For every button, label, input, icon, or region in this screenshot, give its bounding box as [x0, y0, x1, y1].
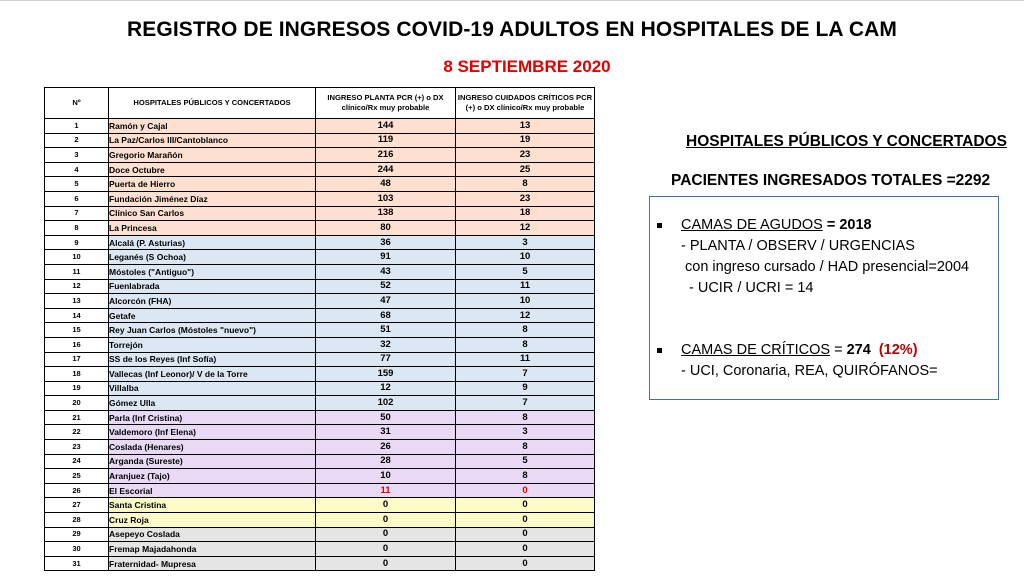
planta-value: 28 — [316, 454, 456, 469]
planta-value: 10 — [316, 469, 456, 484]
agudos-label: CAMAS DE AGUDOS — [681, 217, 823, 233]
planta-value: 12 — [316, 381, 456, 396]
hospital-name: Aranjuez (Tajo) — [109, 469, 316, 484]
row-number: 24 — [45, 454, 109, 469]
page-title: REGISTRO DE INGRESOS COVID-19 ADULTOS EN HOSPITALES DE LA CAM — [127, 18, 897, 41]
row-number: 15 — [45, 323, 109, 338]
planta-value: 80 — [316, 221, 456, 236]
planta-value: 119 — [316, 133, 456, 148]
agudos-line — [681, 217, 872, 233]
header-criticos: INGRESO CUIDADOS CRÍTICOS PCR (+) o DX clínico/Rx muy probable — [456, 88, 595, 119]
table-row — [45, 337, 595, 352]
table-row — [45, 440, 595, 455]
hospital-name: Cruz Roja — [109, 513, 316, 528]
summary-box — [649, 196, 999, 400]
planta-value: 91 — [316, 250, 456, 265]
hospital-name: Fremap Majadahonda — [109, 542, 316, 557]
bullet-icon — [657, 348, 662, 353]
hospital-name: Puerta de Hierro — [109, 177, 316, 192]
criticos-value: 13 — [456, 119, 595, 134]
row-number: 17 — [45, 352, 109, 367]
criticos-label: CAMAS DE CRÍTICOS — [681, 342, 831, 358]
criticos-value: 9 — [456, 381, 595, 396]
row-number: 29 — [45, 527, 109, 542]
criticos-value: 8 — [456, 410, 595, 425]
agudos-detail-3: - UCIR / UCRI = 14 — [689, 280, 814, 296]
criticos-value: 8 — [456, 469, 595, 484]
table-row — [45, 352, 595, 367]
row-number: 22 — [45, 425, 109, 440]
table-row — [45, 250, 595, 265]
table-row — [45, 513, 595, 528]
table-row — [45, 221, 595, 236]
table-row — [45, 308, 595, 323]
row-number: 28 — [45, 513, 109, 528]
summary-heading: HOSPITALES PÚBLICOS Y CONCERTADOS — [686, 133, 1007, 150]
row-number: 13 — [45, 294, 109, 309]
hospital-name: Rey Juan Carlos (Móstoles "nuevo") — [109, 323, 316, 338]
table-row — [45, 133, 595, 148]
hospital-name: Villalba — [109, 381, 316, 396]
table-header-row — [45, 88, 595, 119]
table-row — [45, 279, 595, 294]
criticos-value: 7 — [456, 396, 595, 411]
criticos-value: 7 — [456, 367, 595, 382]
planta-value: 0 — [316, 556, 456, 571]
planta-value: 52 — [316, 279, 456, 294]
row-number: 20 — [45, 396, 109, 411]
criticos-percentage: (12%) — [878, 342, 918, 358]
row-number: 23 — [45, 440, 109, 455]
criticos-value: 0 — [456, 498, 595, 513]
hospital-name: La Paz/Carlos III/Cantoblanco — [109, 133, 316, 148]
planta-value: 51 — [316, 323, 456, 338]
criticos-value: 0 — [456, 556, 595, 571]
row-number: 8 — [45, 221, 109, 236]
row-number: 18 — [45, 367, 109, 382]
table-row — [45, 264, 595, 279]
row-number: 21 — [45, 410, 109, 425]
criticos-value: 8 — [456, 323, 595, 338]
table-row — [45, 483, 595, 498]
row-number: 11 — [45, 264, 109, 279]
criticos-value: 11 — [456, 352, 595, 367]
table-row — [45, 323, 595, 338]
row-number: 3 — [45, 148, 109, 163]
row-number: 26 — [45, 483, 109, 498]
table-row — [45, 148, 595, 163]
hospital-name: Leganés (S Ochoa) — [109, 250, 316, 265]
criticos-value: 18 — [456, 206, 595, 221]
table-row — [45, 162, 595, 177]
top-divider — [0, 0, 1024, 1]
criticos-value: 5 — [456, 264, 595, 279]
row-number: 5 — [45, 177, 109, 192]
criticos-value: 8 — [456, 337, 595, 352]
criticos-value: 8 — [456, 177, 595, 192]
criticos-value: 0 — [456, 527, 595, 542]
header-number: Nº — [45, 88, 109, 119]
row-number: 14 — [45, 308, 109, 323]
row-number: 27 — [45, 498, 109, 513]
criticos-value: 274 — [846, 342, 871, 358]
hospital-name: La Princesa — [109, 221, 316, 236]
criticos-value: 0 — [456, 542, 595, 557]
hospital-name: Gómez Ulla — [109, 396, 316, 411]
planta-value: 43 — [316, 264, 456, 279]
table-row — [45, 381, 595, 396]
planta-value: 68 — [316, 308, 456, 323]
table-row — [45, 396, 595, 411]
table-row — [45, 410, 595, 425]
row-number: 31 — [45, 556, 109, 571]
table-row — [45, 206, 595, 221]
criticos-value: 25 — [456, 162, 595, 177]
hospital-name: Torrejón — [109, 337, 316, 352]
hospital-name: Clínico San Carlos — [109, 206, 316, 221]
bullet-icon — [657, 223, 662, 228]
total-patients: PACIENTES INGRESADOS TOTALES =2292 — [671, 172, 991, 189]
planta-value: 0 — [316, 542, 456, 557]
table-row — [45, 425, 595, 440]
hospital-name: SS de los Reyes (Inf Sofía) — [109, 352, 316, 367]
criticos-line — [681, 342, 918, 358]
table-row — [45, 556, 595, 571]
hospital-name: Alcalá (P. Asturias) — [109, 235, 316, 250]
planta-value: 216 — [316, 148, 456, 163]
criticos-value: 10 — [456, 294, 595, 309]
planta-value: 47 — [316, 294, 456, 309]
hospital-name: Vallecas (Inf Leonor)/ V de la Torre — [109, 367, 316, 382]
row-number: 6 — [45, 191, 109, 206]
criticos-value: 11 — [456, 279, 595, 294]
hospital-name: Fraternidad- Mupresa — [109, 556, 316, 571]
criticos-equals: = — [830, 342, 847, 358]
planta-value: 159 — [316, 367, 456, 382]
hospital-name: Arganda (Sureste) — [109, 454, 316, 469]
agudos-detail-1: - PLANTA / OBSERV / URGENCIAS — [681, 238, 915, 254]
hospital-admissions-table — [44, 87, 595, 571]
hospital-name: Coslada (Henares) — [109, 440, 316, 455]
hospital-name: Doce Octubre — [109, 162, 316, 177]
table-row — [45, 294, 595, 309]
criticos-value: 12 — [456, 308, 595, 323]
planta-value: 0 — [316, 527, 456, 542]
table-row — [45, 177, 595, 192]
table-row — [45, 498, 595, 513]
row-number: 1 — [45, 119, 109, 134]
agudos-detail-2: con ingreso cursado / HAD presencial=2004 — [685, 259, 970, 275]
hospital-name: Fundación Jiménez Díaz — [109, 191, 316, 206]
row-number: 19 — [45, 381, 109, 396]
criticos-value: 19 — [456, 133, 595, 148]
hospital-name: Gregorio Marañón — [109, 148, 316, 163]
hospital-name: Valdemoro (Inf Elena) — [109, 425, 316, 440]
criticos-value: 3 — [456, 425, 595, 440]
hospital-name: Ramón y Cajal — [109, 119, 316, 134]
planta-value: 77 — [316, 352, 456, 367]
table-row — [45, 191, 595, 206]
planta-value: 11 — [316, 483, 456, 498]
criticos-value: 0 — [456, 483, 595, 498]
header-planta: INGRESO PLANTA PCR (+) o DX clínico/Rx muy probable — [316, 88, 456, 119]
row-number: 25 — [45, 469, 109, 484]
criticos-value: 23 — [456, 191, 595, 206]
criticos-value: 8 — [456, 440, 595, 455]
planta-value: 103 — [316, 191, 456, 206]
row-number: 16 — [45, 337, 109, 352]
planta-value: 144 — [316, 119, 456, 134]
criticos-value: 12 — [456, 221, 595, 236]
table-row — [45, 235, 595, 250]
planta-value: 102 — [316, 396, 456, 411]
planta-value: 0 — [316, 513, 456, 528]
table-row — [45, 454, 595, 469]
planta-value: 244 — [316, 162, 456, 177]
table-row — [45, 469, 595, 484]
hospital-name: Alcorcón (FHA) — [109, 294, 316, 309]
planta-value: 50 — [316, 410, 456, 425]
criticos-value: 23 — [456, 148, 595, 163]
table-row — [45, 542, 595, 557]
criticos-value: 0 — [456, 513, 595, 528]
criticos-value: 10 — [456, 250, 595, 265]
row-number: 30 — [45, 542, 109, 557]
hospital-name: Parla (Inf Cristina) — [109, 410, 316, 425]
criticos-value: 3 — [456, 235, 595, 250]
agudos-equals: = — [822, 217, 840, 233]
criticos-detail-1: - UCI, Coronaria, REA, QUIRÓFANOS= — [681, 363, 938, 379]
planta-value: 36 — [316, 235, 456, 250]
planta-value: 26 — [316, 440, 456, 455]
hospital-name: El Escorial — [109, 483, 316, 498]
agudos-value: 2018 — [839, 217, 872, 233]
planta-value: 32 — [316, 337, 456, 352]
planta-value: 31 — [316, 425, 456, 440]
table-row — [45, 119, 595, 134]
row-number: 4 — [45, 162, 109, 177]
criticos-value: 5 — [456, 454, 595, 469]
planta-value: 138 — [316, 206, 456, 221]
row-number: 10 — [45, 250, 109, 265]
planta-value: 0 — [316, 498, 456, 513]
hospital-name: Santa Cristina — [109, 498, 316, 513]
table-body — [45, 119, 595, 571]
hospital-name: Móstoles ("Antiguo") — [109, 264, 316, 279]
hospital-name: Asepeyo Coslada — [109, 527, 316, 542]
row-number: 9 — [45, 235, 109, 250]
table-row — [45, 367, 595, 382]
hospital-name: Getafe — [109, 308, 316, 323]
row-number: 2 — [45, 133, 109, 148]
table-row — [45, 527, 595, 542]
hospital-name: Fuenlabrada — [109, 279, 316, 294]
report-date: 8 SEPTIEMBRE 2020 — [443, 57, 611, 76]
row-number: 12 — [45, 279, 109, 294]
row-number: 7 — [45, 206, 109, 221]
header-hospital: HOSPITALES PÚBLICOS Y CONCERTADOS — [109, 88, 316, 119]
planta-value: 48 — [316, 177, 456, 192]
